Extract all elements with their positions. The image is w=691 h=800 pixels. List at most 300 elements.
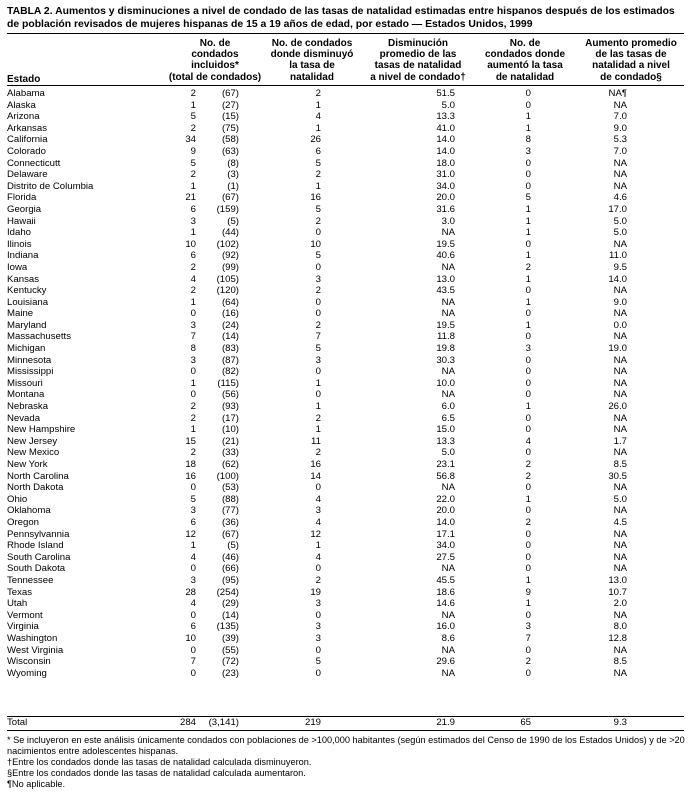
state-name: Virginia: [7, 621, 39, 633]
avg-increase: 8.5: [613, 656, 627, 668]
avg-decrease: 29.6: [436, 656, 455, 668]
state-name: Maryland: [7, 319, 47, 331]
table-row: [0, 471, 691, 483]
table-row: [0, 494, 691, 506]
avg-increase: 12.8: [608, 632, 627, 644]
counties-included: 18: [185, 459, 196, 470]
avg-increase: 5.0: [613, 227, 627, 239]
state-name: Montana: [7, 389, 45, 401]
state-name: Ohio: [7, 493, 28, 505]
state-name: Georgia: [7, 203, 42, 215]
avg-increase: NA: [613, 366, 627, 378]
increased-count: 1: [525, 598, 531, 610]
decreased-count: 0: [315, 644, 321, 656]
avg-decrease: 13.0: [436, 273, 455, 285]
counties-total: (16): [221, 308, 239, 320]
state-name: Hawaii: [7, 215, 36, 227]
counties-total: (14): [221, 331, 239, 343]
decreased-count: 14: [310, 470, 321, 482]
table-row: [0, 308, 691, 320]
table-row: [0, 262, 691, 274]
decreased-count: 0: [315, 261, 321, 273]
avg-decrease: NA: [441, 261, 455, 273]
avg-increase: 5.3: [613, 134, 627, 146]
state-name: Idaho: [7, 227, 32, 239]
avg-increase: 5.0: [613, 215, 627, 227]
counties-included: 4: [190, 598, 196, 610]
counties-total: (83): [221, 343, 239, 355]
counties-total: (44): [221, 227, 239, 239]
avg-decrease: 20.0: [436, 192, 455, 204]
table-row: [0, 285, 691, 297]
avg-increase: NA: [613, 377, 627, 389]
avg-increase: NA: [613, 644, 627, 656]
decreased-count: 10: [310, 238, 321, 250]
increased-count: 1: [525, 493, 531, 505]
table-row: [0, 610, 691, 622]
avg-increase: NA¶: [608, 88, 627, 99]
decreased-count: 0: [315, 389, 321, 401]
table-row: [0, 331, 691, 343]
state-name: New York: [7, 459, 48, 470]
decreased-count: 26: [310, 134, 321, 146]
counties-included: 4: [190, 273, 196, 285]
header-avg-increase: Aumento promedio de las tasas de natalidad a nivel de condado§: [585, 38, 677, 83]
avg-decrease: 8.6: [441, 632, 455, 644]
state-name: Kansas: [7, 273, 39, 285]
counties-included: 0: [190, 366, 196, 378]
decreased-count: 0: [315, 667, 321, 679]
avg-decrease: NA: [441, 667, 455, 679]
counties-included: 6: [190, 203, 196, 215]
counties-total: (58): [221, 134, 239, 146]
decreased-count: 0: [315, 366, 321, 378]
avg-increase: NA: [613, 424, 627, 436]
table-row: [0, 563, 691, 575]
avg-decrease: 13.3: [436, 435, 455, 447]
avg-increase: 7.0: [613, 111, 627, 123]
decreased-count: 1: [315, 180, 321, 192]
counties-included: 5: [190, 111, 196, 123]
avg-decrease: 19.5: [436, 319, 455, 331]
counties-included: 7: [190, 656, 196, 668]
avg-decrease: 13.3: [436, 111, 455, 123]
table-row: [0, 505, 691, 517]
table-row: [0, 123, 691, 135]
state-name: Indiana: [7, 250, 39, 262]
state-name: California: [7, 134, 48, 146]
counties-total: (62): [221, 459, 239, 470]
avg-increase: 9.5: [613, 261, 627, 273]
counties-included: 3: [190, 354, 196, 366]
counties-included: 7: [190, 331, 196, 343]
table-row: [0, 158, 691, 170]
state-name: Wisconsin: [7, 656, 51, 668]
avg-decrease: 17.1: [436, 528, 455, 540]
avg-decrease: 20.0: [436, 505, 455, 517]
total-label: Total: [7, 717, 28, 728]
counties-included: 4: [190, 551, 196, 563]
decreased-count: 19: [310, 586, 321, 598]
decreased-count: 12: [310, 528, 321, 540]
avg-increase: 14.0: [608, 273, 627, 285]
decreased-count: 1: [315, 401, 321, 413]
counties-included: 16: [185, 470, 196, 482]
counties-total: (88): [221, 493, 239, 505]
footnote-3: §Entre los condados donde las tasas de natalidad calculada aumentaron.: [7, 768, 306, 778]
rule-bottom: [7, 730, 684, 731]
increased-count: 0: [525, 88, 531, 99]
increased-count: 2: [525, 656, 531, 668]
counties-included: 34: [185, 134, 196, 146]
avg-decrease: 11.8: [437, 331, 455, 343]
increased-count: 0: [525, 366, 531, 378]
avg-decrease: 14.0: [436, 134, 455, 146]
avg-decrease: NA: [441, 366, 455, 378]
increased-count: 1: [525, 122, 531, 134]
counties-total: (87): [221, 354, 239, 366]
counties-total: (17): [221, 412, 239, 424]
state-name: Michigan: [7, 343, 46, 355]
counties-total: (14): [221, 609, 239, 621]
avg-decrease: 18.0: [436, 157, 455, 169]
counties-total: (21): [221, 435, 239, 447]
decreased-count: 2: [315, 169, 321, 181]
table-row: [0, 204, 691, 216]
total-increased: 65: [520, 717, 531, 728]
avg-decrease: 34.0: [436, 540, 455, 552]
avg-decrease: NA: [441, 482, 455, 494]
avg-increase: NA: [613, 99, 627, 111]
counties-total: (66): [221, 563, 239, 575]
table-row: [0, 192, 691, 204]
state-name: North Carolina: [7, 470, 69, 482]
counties-included: 3: [190, 505, 196, 517]
increased-count: 1: [525, 250, 531, 262]
avg-decrease: 34.0: [436, 180, 455, 192]
table-row: [0, 645, 691, 657]
counties-included: 12: [185, 528, 196, 540]
avg-increase: NA: [613, 285, 627, 297]
state-name: Alaska: [7, 99, 36, 111]
avg-increase: NA: [613, 609, 627, 621]
increased-count: 0: [525, 644, 531, 656]
table-row: [0, 668, 691, 680]
counties-total: (67): [221, 192, 239, 204]
avg-increase: NA: [613, 667, 627, 679]
increased-count: 1: [525, 111, 531, 123]
avg-increase: 1.7: [613, 435, 627, 447]
counties-total: (5): [227, 215, 239, 227]
avg-decrease: NA: [441, 296, 455, 308]
increased-count: 3: [525, 621, 531, 633]
increased-count: 1: [525, 574, 531, 586]
counties-included: 9: [190, 145, 196, 157]
avg-decrease: 18.6: [436, 586, 455, 598]
counties-total: (8): [227, 157, 239, 169]
avg-decrease: 56.8: [436, 470, 455, 482]
table-row: [0, 134, 691, 146]
counties-included: 1: [190, 296, 196, 308]
counties-included: 2: [190, 401, 196, 413]
state-name: Mississippi: [7, 366, 54, 378]
decreased-count: 2: [315, 215, 321, 227]
avg-decrease: 45.5: [436, 574, 455, 586]
increased-count: 2: [525, 459, 531, 470]
increased-count: 0: [525, 331, 531, 343]
state-name: Tennessee: [7, 574, 54, 586]
counties-included: 6: [190, 621, 196, 633]
state-name: South Carolina: [7, 551, 71, 563]
state-name: Missouri: [7, 377, 43, 389]
increased-count: 9: [525, 586, 531, 598]
avg-decrease: 27.5: [436, 551, 455, 563]
state-name: New Jersey: [7, 435, 58, 447]
avg-increase: 11.0: [609, 250, 627, 262]
counties-included: 1: [190, 227, 196, 239]
state-name: Maine: [7, 308, 34, 320]
state-name: Oklahoma: [7, 505, 51, 517]
increased-count: 2: [525, 261, 531, 273]
counties-included: 0: [190, 644, 196, 656]
decreased-count: 5: [315, 203, 321, 215]
counties-total: (99): [221, 261, 239, 273]
avg-decrease: NA: [441, 644, 455, 656]
decreased-count: 6: [315, 145, 321, 157]
avg-decrease: 15.0: [436, 424, 455, 436]
increased-count: 0: [525, 424, 531, 436]
avg-increase: 30.5: [608, 470, 627, 482]
state-name: Washington: [7, 632, 58, 644]
counties-included: 1: [190, 377, 196, 389]
counties-total: (39): [221, 632, 239, 644]
decreased-count: 3: [315, 505, 321, 517]
avg-increase: 2.0: [613, 598, 627, 610]
avg-decrease: 40.6: [436, 250, 455, 262]
state-name: Distrito de Columbia: [7, 180, 94, 192]
state-name: Arizona: [7, 111, 40, 123]
increased-count: 0: [525, 412, 531, 424]
decreased-count: 2: [315, 412, 321, 424]
table-row: [0, 227, 691, 239]
increased-count: 0: [525, 540, 531, 552]
avg-increase: NA: [613, 540, 627, 552]
increased-count: 0: [525, 551, 531, 563]
increased-count: 3: [525, 145, 531, 157]
counties-total: (254): [216, 586, 239, 598]
counties-total: (23): [221, 667, 239, 679]
table-row: [0, 633, 691, 645]
counties-included: 8: [190, 343, 196, 355]
rule-header: [7, 85, 684, 86]
avg-decrease: 14.0: [436, 516, 455, 528]
counties-included: 5: [190, 493, 196, 505]
avg-decrease: 41.0: [436, 122, 455, 134]
avg-increase: 7.0: [613, 145, 627, 157]
table-row: [0, 517, 691, 529]
avg-increase: 4.5: [613, 516, 627, 528]
table-row: [0, 274, 691, 286]
avg-decrease: NA: [441, 389, 455, 401]
avg-increase: NA: [613, 331, 627, 343]
counties-total: (1): [227, 180, 239, 192]
table-row: [0, 366, 691, 378]
state-name: Texas: [7, 586, 33, 598]
table-row: [0, 181, 691, 193]
decreased-count: 4: [315, 551, 321, 563]
counties-total: (95): [221, 574, 239, 586]
increased-count: 8: [525, 134, 531, 146]
table-row: [0, 447, 691, 459]
table-row: [0, 100, 691, 112]
counties-total: (29): [221, 598, 239, 610]
increased-count: 0: [525, 482, 531, 494]
table-row: [0, 656, 691, 668]
decreased-count: 2: [315, 447, 321, 459]
avg-decrease: 30.3: [436, 354, 455, 366]
state-name: Minnesota: [7, 354, 52, 366]
counties-total: (5): [227, 540, 239, 552]
counties-included: 2: [190, 412, 196, 424]
table-row: [0, 169, 691, 181]
state-name: Iowa: [7, 261, 28, 273]
decreased-count: 3: [315, 598, 321, 610]
avg-increase: NA: [613, 447, 627, 459]
table-body: [0, 88, 691, 679]
avg-increase: NA: [613, 238, 627, 250]
avg-increase: NA: [613, 389, 627, 401]
decreased-count: 3: [315, 273, 321, 285]
counties-included: 15: [185, 435, 196, 447]
avg-decrease: 22.0: [436, 493, 455, 505]
decreased-count: 4: [315, 516, 321, 528]
counties-total: (100): [216, 470, 239, 482]
table-row: [0, 621, 691, 633]
avg-decrease: 6.5: [441, 412, 455, 424]
counties-total: (72): [221, 656, 239, 668]
avg-decrease: 43.5: [436, 285, 455, 297]
increased-count: 4: [525, 435, 531, 447]
decreased-count: 1: [315, 424, 321, 436]
counties-included: 3: [190, 574, 196, 586]
table-row: [0, 436, 691, 448]
counties-total: (102): [216, 238, 239, 250]
table-row: [0, 146, 691, 158]
increased-count: 0: [525, 99, 531, 111]
decreased-count: 16: [310, 192, 321, 204]
decreased-count: 2: [315, 574, 321, 586]
avg-decrease: 14.6: [436, 598, 455, 610]
avg-increase: 10.7: [608, 586, 627, 598]
counties-total: (93): [221, 401, 239, 413]
avg-increase: 19.0: [608, 343, 627, 355]
decreased-count: 0: [315, 308, 321, 320]
counties-total: (10): [221, 424, 239, 436]
total-counties: 284: [179, 717, 196, 728]
table-row: [0, 459, 691, 471]
rule-top: [7, 33, 684, 34]
table-row: [0, 413, 691, 425]
avg-increase: NA: [613, 482, 627, 494]
counties-total: (36): [221, 516, 239, 528]
counties-total: (24): [221, 319, 239, 331]
decreased-count: 5: [315, 656, 321, 668]
decreased-count: 4: [315, 493, 321, 505]
state-name: Kentucky: [7, 285, 47, 297]
counties-included: 2: [190, 447, 196, 459]
increased-count: 2: [525, 470, 531, 482]
counties-total: (53): [221, 482, 239, 494]
header-state: Estado: [7, 74, 41, 85]
state-name: Pennsylvannia: [7, 528, 70, 540]
table-row: [0, 378, 691, 390]
avg-increase: NA: [613, 157, 627, 169]
counties-total: (82): [221, 366, 239, 378]
table-row: [0, 540, 691, 552]
state-name: Arkansas: [7, 122, 47, 134]
decreased-count: 2: [315, 88, 321, 99]
counties-total: (115): [217, 377, 239, 389]
total-avg-increase: 9.3: [613, 717, 627, 728]
total-avg-decrease: 21.9: [436, 717, 455, 728]
avg-decrease: 31.6: [436, 203, 455, 215]
state-name: South Dakota: [7, 563, 66, 575]
avg-increase: NA: [613, 412, 627, 424]
footnote-2: †Entre los condados donde las tasas de natalidad calculada disminuyeron.: [7, 757, 312, 767]
avg-increase: 8.0: [613, 621, 627, 633]
avg-increase: 13.0: [608, 574, 627, 586]
table-row: [0, 355, 691, 367]
increased-count: 7: [525, 632, 531, 644]
avg-decrease: 16.0: [436, 621, 455, 633]
avg-increase: NA: [613, 505, 627, 517]
counties-included: 2: [190, 122, 196, 134]
counties-included: 6: [190, 516, 196, 528]
avg-decrease: 14.0: [436, 145, 455, 157]
decreased-count: 16: [310, 459, 321, 470]
increased-count: 0: [525, 447, 531, 459]
avg-decrease: 6.0: [441, 401, 455, 413]
decreased-count: 0: [315, 609, 321, 621]
counties-total: (55): [221, 644, 239, 656]
table-row: [0, 297, 691, 309]
state-name: Nevada: [7, 412, 41, 424]
avg-increase: NA: [613, 354, 627, 366]
decreased-count: 0: [315, 296, 321, 308]
increased-count: 1: [525, 215, 531, 227]
total-decreased: 219: [304, 717, 321, 728]
table-row: [0, 111, 691, 123]
header-counties: No. de condados incluidos* (total de condados): [168, 38, 262, 83]
state-name: New Hampshire: [7, 424, 76, 436]
avg-decrease: NA: [441, 609, 455, 621]
counties-total: (46): [221, 551, 239, 563]
counties-included: 3: [190, 319, 196, 331]
total-row: [0, 717, 691, 729]
counties-total: (27): [221, 99, 239, 111]
counties-included: 28: [185, 586, 196, 598]
counties-included: 2: [190, 261, 196, 273]
state-name: Louisiana: [7, 296, 49, 308]
counties-total: (15): [221, 111, 239, 123]
increased-count: 0: [525, 157, 531, 169]
avg-increase: NA: [613, 169, 627, 181]
avg-decrease: 19.5: [436, 238, 455, 250]
counties-total: (120): [216, 285, 239, 297]
total-counties-all: (3,141): [208, 717, 239, 728]
table-row: [0, 250, 691, 262]
counties-total: (33): [221, 447, 239, 459]
